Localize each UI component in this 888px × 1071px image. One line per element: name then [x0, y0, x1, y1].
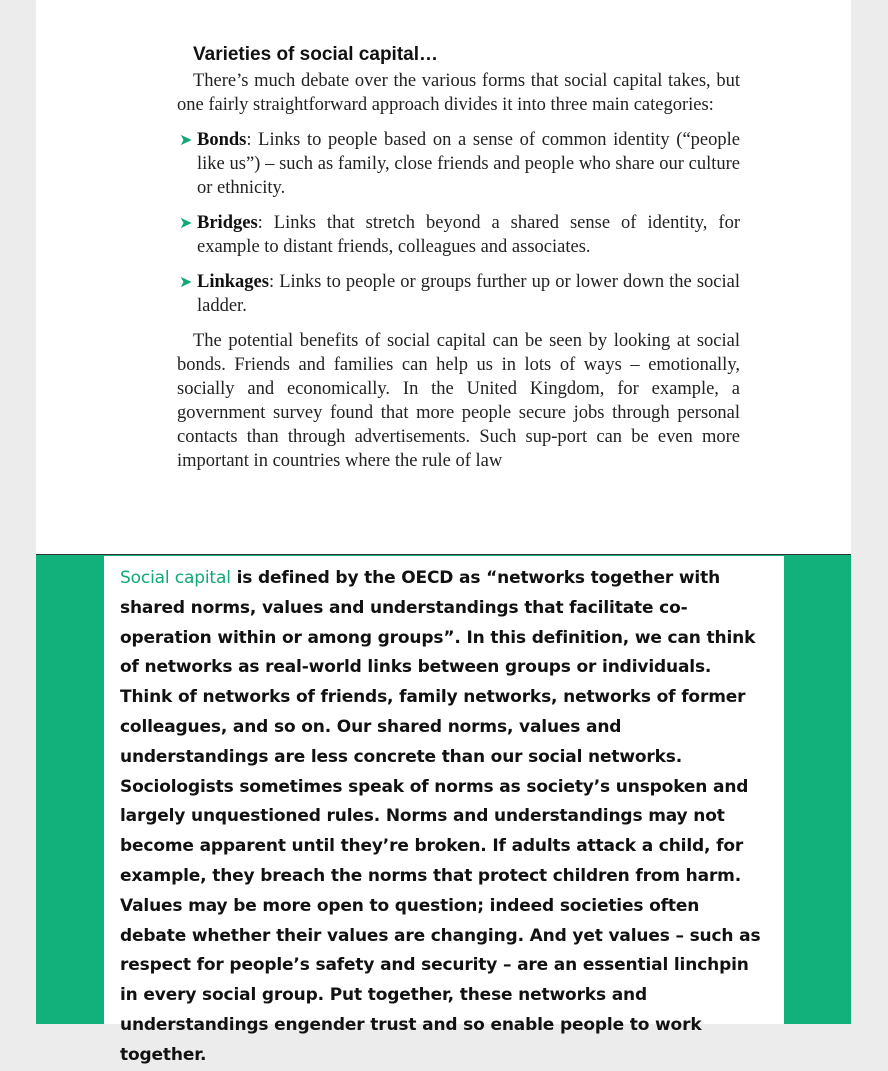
- closing-paragraph: The potential benefits of social capital can be seen by looking at social bonds. Friends and families can help us in lots of ways – emotionally, socially and economically. In the United Kingdom, for example, a government survey found that more people secure jobs through personal contacts than through advertisements. Such sup-port can be even more important in countries where the rule of law: [177, 331, 740, 471]
- list-item-bridges: [177, 211, 740, 259]
- category-list: [177, 128, 740, 318]
- intro-paragraph: There’s much debate over the various forms that social capital takes, but one fairly straightforward approach divides it into three main categories:: [177, 71, 740, 115]
- bullet-term: Bridges: [197, 213, 258, 233]
- chevron-right-icon: ➤: [179, 130, 193, 149]
- bullet-text: : Links to people based on a sense of common identity (“people like us”) – such as family, close friends and people who share our culture or ethnicity.: [197, 130, 740, 198]
- list-item-bonds: [177, 128, 740, 200]
- article-section: [177, 42, 740, 473]
- definition-text: [104, 556, 784, 1071]
- chevron-right-icon: ➤: [179, 272, 193, 291]
- section-heading: Varieties of social capital…: [193, 44, 438, 65]
- document-page: [36, 0, 851, 1065]
- list-item-linkages: [177, 270, 740, 318]
- bullet-term: Bonds: [197, 130, 247, 150]
- definition-body: is defined by the OECD as “networks together with shared norms, values and understandings that facilitate co-operation within or among groups”. In this definition, we can think of networks as real-world links between groups or individuals. Think of networks of friends, family networks, networks of former colleagues, and so on. Our shared norms, values and understandings are less concrete than our social networks. Sociologists sometimes speak of norms as society’s unspoken and largely unquestioned rules. Norms and understandings may not become apparent until they’re broken. If adults attack a child, for example, they breach the norms that protect children from harm. Values may be more open to question; indeed societies often debate whether their values are changing. And yet values – such as respect for people’s safety and security – are an essential linchpin in every social group. Put together, these networks and understandings engender trust and so enable people to work together.: [120, 568, 761, 1065]
- bullet-text: : Links to people or groups further up or lower down the social ladder.: [197, 272, 740, 316]
- definition-box: [104, 556, 784, 1065]
- highlighted-term: Social capital: [120, 568, 231, 588]
- divider-line: [36, 554, 851, 555]
- chevron-right-icon: ➤: [179, 213, 193, 232]
- bullet-term: Linkages: [197, 272, 269, 292]
- bullet-text: : Links that stretch beyond a shared sense of identity, for example to distant friends, colleagues and associates.: [197, 213, 740, 257]
